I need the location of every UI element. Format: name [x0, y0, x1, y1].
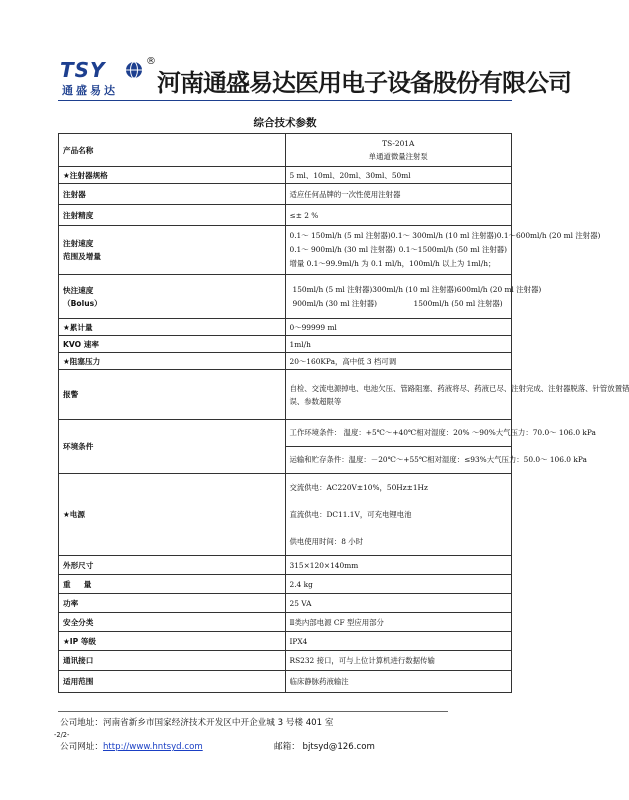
website-link[interactable]: http://www.hntsyd.com: [102, 742, 203, 752]
company-address: 公司地址：河南省新乡市国家经济技术开发区中开企业城 3 号楼 401 室: [60, 718, 334, 728]
row-value: Ⅱ类内部电源 CF 型应用部分: [285, 613, 512, 632]
row-label: 安全分类: [59, 613, 286, 632]
logo-wordmark: TSY: [60, 58, 106, 82]
row-value: 5 ml、10ml、20ml、30ml、50ml: [285, 167, 512, 184]
table-row: [59, 353, 512, 370]
header-divider: [58, 100, 512, 101]
speed-range: 0.1～ 900ml/h (30 ml 注射器): [289, 245, 396, 254]
table-row: [59, 651, 512, 671]
row-label: [59, 275, 286, 319]
speed-increment: 增量 0.1～99.9ml/h 为 0.1 ml/h，100ml/h 以上为 1ml/h；: [289, 259, 496, 268]
table-row: [59, 575, 512, 594]
power-ac: 交流供电：AC220V±10%，50Hz±1Hz: [289, 483, 428, 492]
row-label: 重 量: [59, 575, 286, 594]
website-label: 公司网址：: [60, 742, 103, 752]
row-value: [285, 370, 629, 420]
row-value: 315×120×140mm: [285, 556, 512, 575]
env-temperature: 运输和贮存条件：温度：－20℃～+55℃: [289, 455, 428, 464]
table-row: [59, 134, 512, 167]
row-value: ≤± 2 %: [285, 205, 512, 226]
env-pressure: 大气压力：50.0～ 106.0 kPa: [486, 455, 587, 464]
env-humidity: 相对湿度：≤93%: [427, 455, 487, 464]
table-row: [59, 319, 512, 336]
table-row: [59, 226, 512, 275]
row-value: RS232 接口，可与上位计算机进行数据传输: [285, 651, 512, 671]
product-model: TS-201A: [382, 139, 415, 148]
table-row: [59, 370, 512, 420]
speed-range: 0.1～1500ml/h (50 ml 注射器): [398, 245, 507, 254]
table-row: [59, 632, 512, 651]
row-value: [285, 134, 512, 167]
globe-icon: [124, 60, 144, 80]
env-pressure: 大气压力：70.0～ 106.0 kPa: [495, 428, 596, 437]
row-label: KVO 速率: [59, 336, 286, 353]
row-label: 注射精度: [59, 205, 286, 226]
env-humidity: 相对湿度：20% ～90%: [416, 428, 496, 437]
row-label: ★注射器规格: [59, 167, 286, 184]
product-name: 单通道微量注射泵: [368, 152, 428, 161]
table-row: [59, 613, 512, 632]
bolus-rate: 300ml/h (10 ml 注射器): [372, 284, 457, 294]
row-label: ★IP 等级: [59, 632, 286, 651]
page-number: -2/2-: [54, 731, 70, 739]
row-value: 2.4 kg: [285, 575, 512, 594]
table-row: [59, 556, 512, 575]
power-dc: 直流供电：DC11.1V，可充电锂电池: [289, 510, 412, 519]
table-title: 综合技术参数: [59, 111, 512, 134]
spec-table: [58, 111, 629, 693]
row-value: [285, 275, 542, 319]
company-email: 邮箱： bjtsyd@126.com: [274, 742, 375, 752]
row-value: 25 VA: [285, 594, 512, 613]
bolus-rate: 1500ml/h (50 ml 注射器): [413, 298, 503, 308]
alarm-line-2: 误、参数超限等: [289, 396, 342, 406]
logo-chinese-name: 通盛易达: [62, 84, 118, 97]
env-temperature: 工作环境条件： 温度：+5℃～+40℃: [289, 428, 417, 437]
speed-label-line-1: 注射速度: [63, 239, 94, 248]
row-label: 适用范围: [59, 671, 286, 693]
table-row: [59, 671, 512, 693]
row-label: 产品名称: [59, 134, 286, 167]
row-label: 通讯接口: [59, 651, 286, 671]
speed-label-line-2: 范围及增量: [63, 252, 101, 261]
row-label: ★累计量: [59, 319, 286, 336]
row-label: [59, 226, 286, 275]
registered-mark: ®: [146, 56, 156, 67]
table-row: [59, 420, 512, 474]
row-value: 20～160KPa，高中低 3 档可调: [285, 353, 512, 370]
table-row: [59, 594, 512, 613]
row-label: ★电源: [59, 474, 286, 556]
table-row: [59, 336, 512, 353]
speed-range: 0.1～600ml/h (20 ml 注射器): [496, 231, 601, 240]
row-value: [285, 420, 596, 474]
row-value: [285, 226, 601, 275]
row-label: 报警: [59, 370, 286, 420]
alarm-line-1: 自检、交流电源掉电、电池欠压、管路阻塞、药液将尽、药液已尽、注射完成、注射器脱落、针管放置错: [289, 383, 629, 393]
company-logo: [60, 58, 156, 98]
speed-range: 0.1～ 150ml/h (5 ml 注射器): [289, 231, 391, 240]
table-row: [59, 275, 512, 319]
row-value: 0～99999 ml: [285, 319, 512, 336]
bolus-rate: 150ml/h (5 ml 注射器): [292, 284, 373, 294]
table-row: [59, 474, 512, 556]
row-label: 功率: [59, 594, 286, 613]
power-battery: 供电使用时间：8 小时: [289, 537, 364, 546]
bolus-rate: 900ml/h (30 ml 注射器): [292, 298, 377, 308]
speed-range: 0.1～ 300ml/h (10 ml 注射器): [390, 231, 497, 240]
table-row: [59, 167, 512, 184]
table-row: [59, 184, 512, 205]
footer-divider: [58, 711, 448, 712]
bolus-label-line-1: 快注速度: [63, 285, 94, 295]
letterhead: [0, 0, 571, 112]
company-website: [60, 740, 203, 752]
row-value: [285, 474, 512, 556]
row-value: IPX4: [285, 632, 512, 651]
table-row: [59, 205, 512, 226]
company-name: 河南通盛易达医用电子设备股份有限公司: [157, 69, 571, 97]
row-value: 适应任何品牌的一次性使用注射器: [285, 184, 512, 205]
row-value: 临床静脉药液输注: [285, 671, 512, 693]
bolus-label-line-2: （Bolus）: [63, 298, 102, 308]
row-value: 1ml/h: [285, 336, 512, 353]
row-label: ★阻塞压力: [59, 353, 286, 370]
row-label: 注射器: [59, 184, 286, 205]
row-label: 外形尺寸: [59, 556, 286, 575]
bolus-rate: 600ml/h (20 ml 注射器): [456, 284, 542, 294]
row-label: 环境条件: [59, 420, 286, 474]
spec-sheet: [58, 111, 629, 693]
